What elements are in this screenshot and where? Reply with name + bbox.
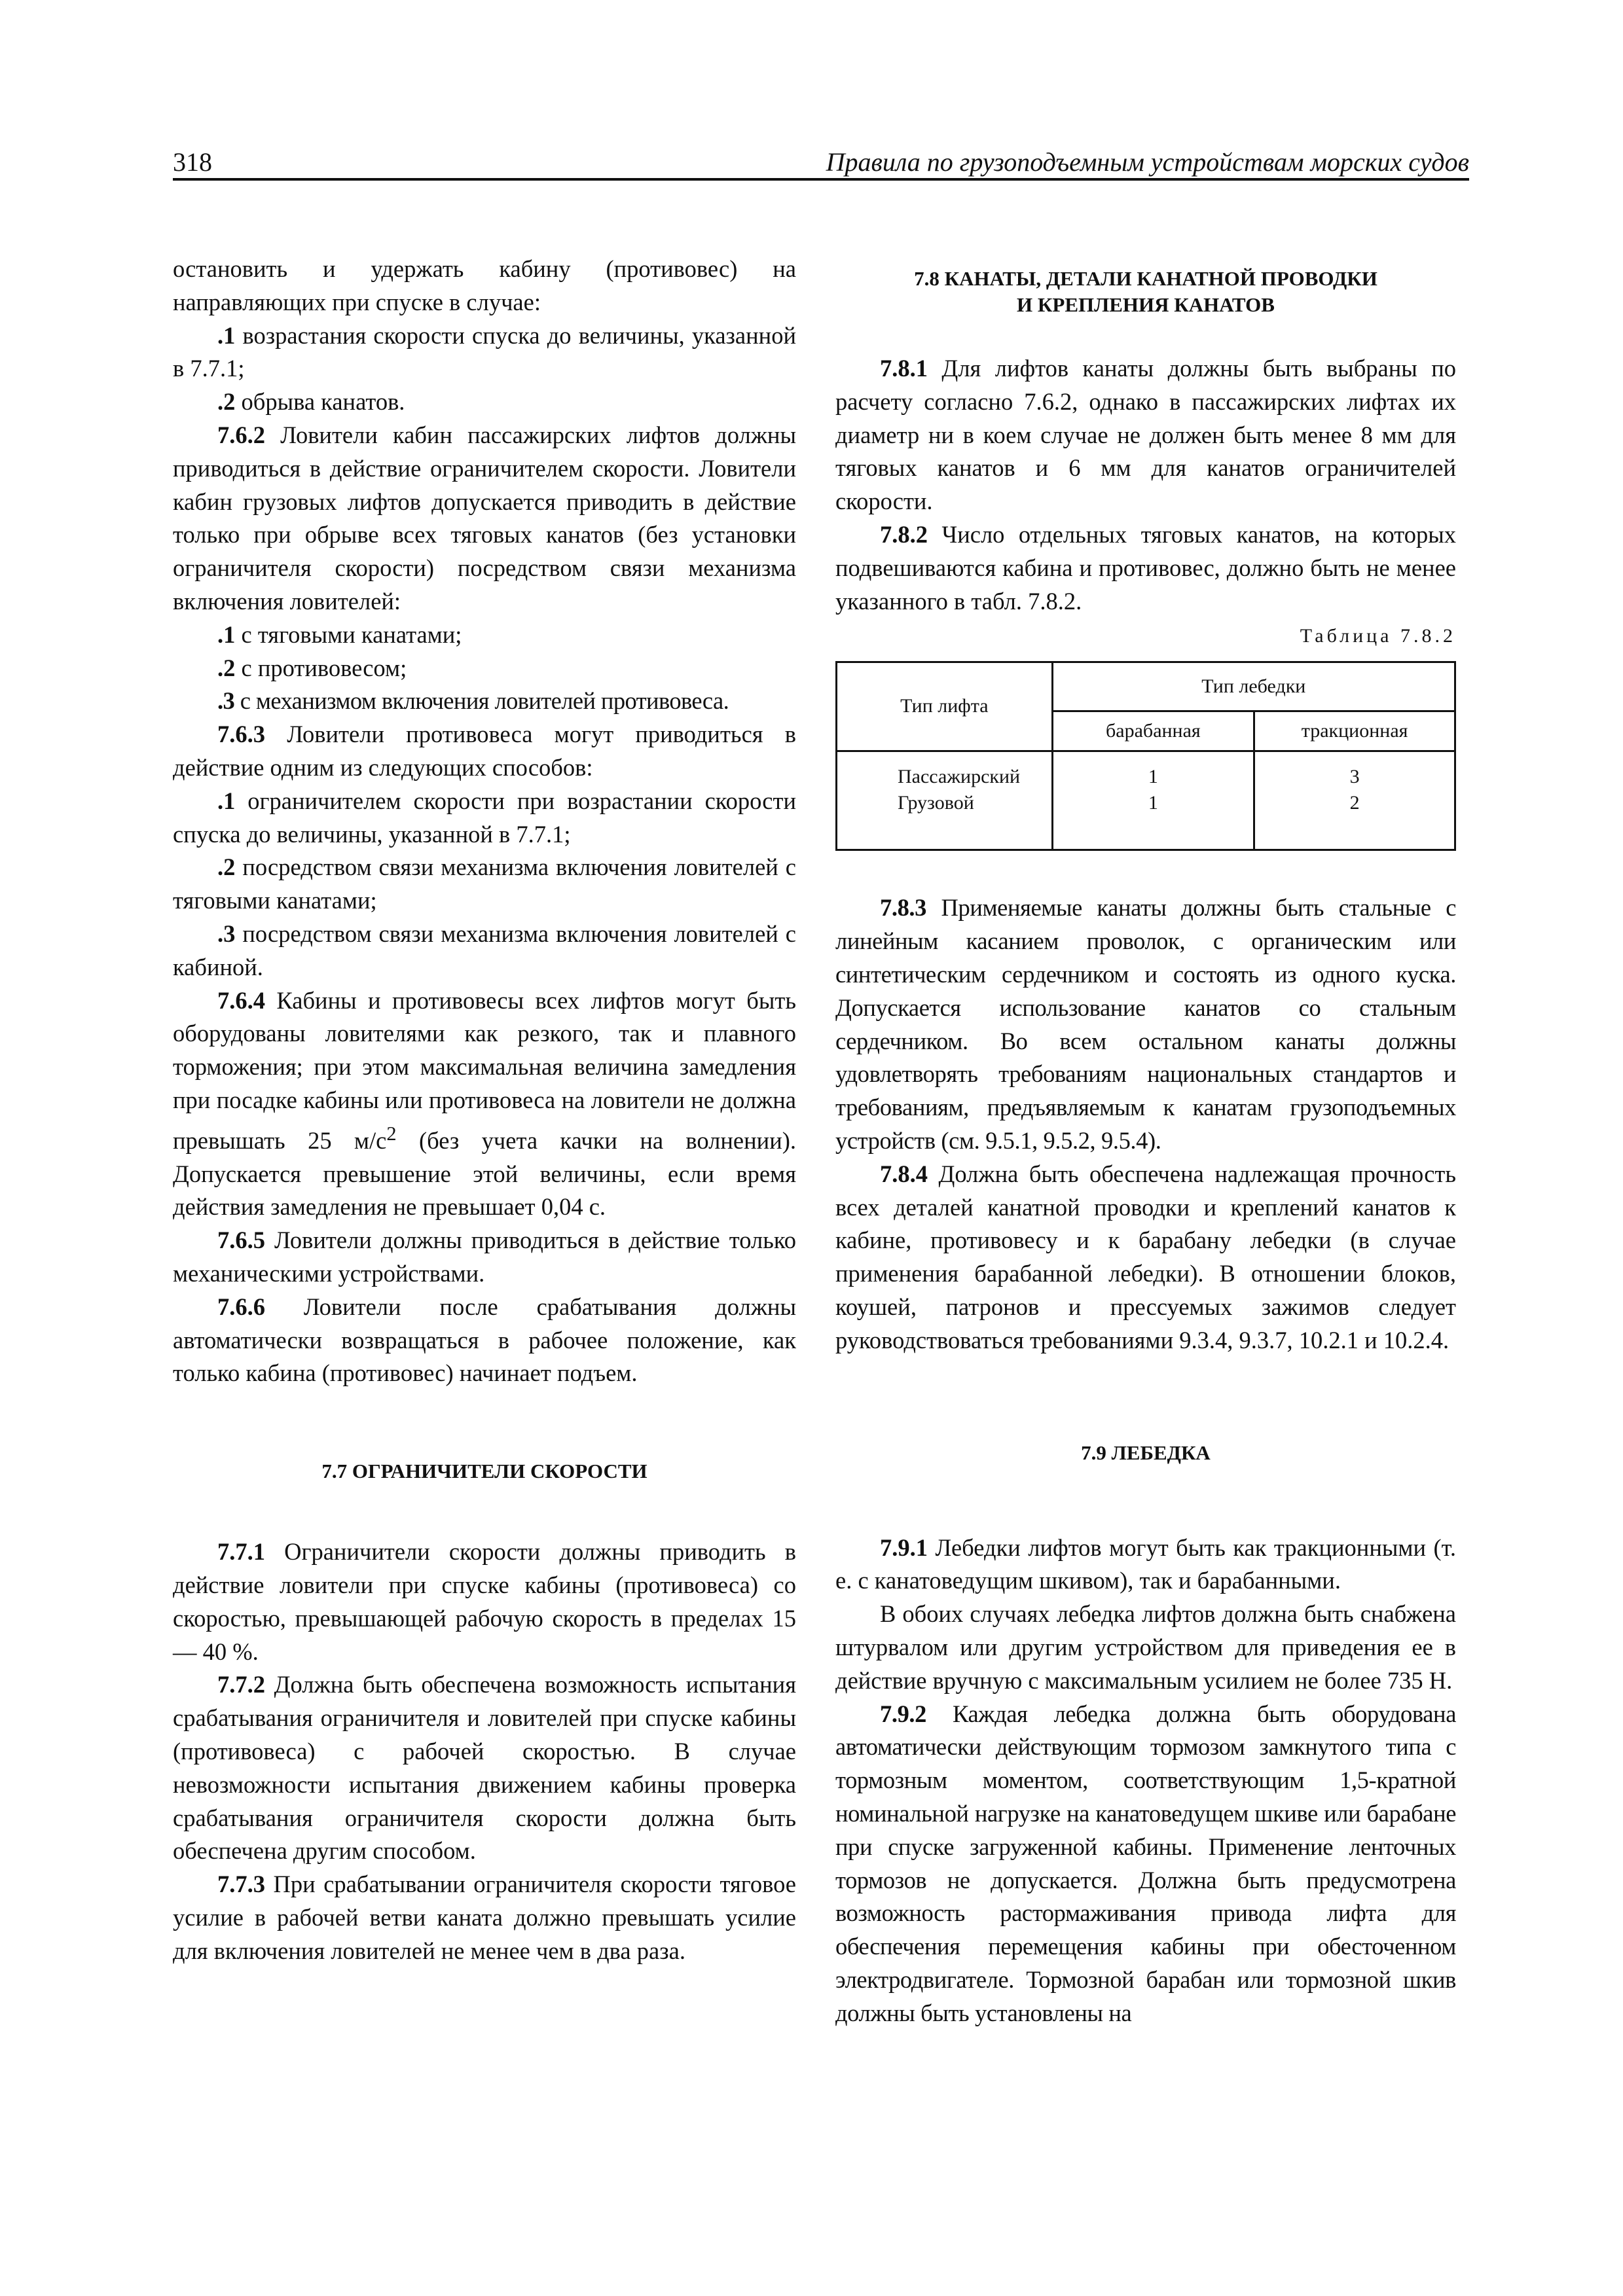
paragraph-7-8-2: 7.8.2 Число отдельных тяговых канатов, на которых подвешиваются кабина и противовес, должно быть не менее указанного в табл. 7.8.2. [835, 520, 1456, 615]
list-item: .1 с тяговыми канатами; [217, 620, 462, 648]
paragraph-7-9-1-b: В обоих случаях лебедка лифтов должна быть снабжена штурвалом или другим устройством для приведения ее в действие вручную с максимальным усилием не более 735 Н. [835, 1600, 1456, 1694]
list-item: .2 обрыва канатов. [217, 388, 405, 416]
row-label-cargo: Грузовой [898, 792, 974, 814]
running-title: Правила по грузоподъемным устройствам морских судов [826, 147, 1469, 177]
cell-passenger-drum: 1 [1148, 766, 1158, 788]
paragraph-7-6-4: 7.6.4 Кабины и противовесы всех лифтов могут быть оборудованы ловителями как резкого, так и плавного торможения; при этом максимальная величина замедления при посадке кабины или противовеса на ловители не должна превышать 25 $м/с^2$ (без учета качки на волнении). Допускается превышение этой величины, если время действия замедления не превышает 0,04 с. [173, 986, 797, 1221]
table-caption: Таблица 7.8.2 [1300, 625, 1456, 647]
left-column [173, 253, 796, 1968]
paragraph-7-8-4: 7.8.4 Должна быть обеспечена надлежащая прочность всех деталей канатной проводки и креплений канатов к кабине, противовесу и к барабану лебедки (в случае применения барабанной лебедки). В отношении блоков, коушей, патронов и прессуемых зажимов следует руководствоваться требованиями 9.3.4, 9.3.7, 10.2.1 и 10.2.4. [835, 1160, 1456, 1354]
section-heading-7-9: 7.9 ЛЕБЕДКА [1081, 1441, 1211, 1464]
cell-cargo-traction: 2 [1349, 792, 1360, 814]
header-drum: барабанная [1052, 711, 1254, 751]
table-cell-lift-types [837, 751, 1053, 850]
cell-cargo-drum: 1 [1148, 792, 1158, 814]
list-item: .3 посредством связи механизма включения ловителей с кабиной. [173, 920, 796, 980]
table-cell-traction-values [1254, 751, 1455, 850]
cell-passenger-traction: 3 [1349, 766, 1360, 788]
paragraph-7-6-3: 7.6.3 Ловители противовеса могут приводиться в действие одним из следующих способов: [173, 721, 796, 781]
paragraph-7-6-5: 7.6.5 Ловители должны приводиться в действие только механическими устройствами. [173, 1227, 796, 1287]
paragraph-7-8-1: 7.8.1 Для лифтов канаты должны быть выбраны по расчету согласно 7.6.2, однако в пассажирских лифтах их диаметр ни в коем случае не должен быть менее 8 мм для тяговых канатов и 6 мм для канатов ограничителей скорости. [835, 355, 1456, 515]
table-7-8-2 [835, 661, 1456, 851]
paragraph-7-7-1: 7.7.1 Ограничители скорости должны приводить в действие ловители при спуске кабины (противовеса) со скоростью, превышающей рабочую скорость в пределах 15 — 40 %. [173, 1538, 796, 1665]
section-heading-7-8: 7.8 КАНАТЫ, ДЕТАЛИ КАНАТНОЙ ПРОВОДКИ И КРЕПЛЕНИЯ КАНАТОВ [914, 267, 1377, 316]
header-rule [173, 178, 1469, 181]
list-item: .2 с противовесом; [217, 654, 407, 681]
superscript: 2 [386, 1122, 397, 1145]
list-item: .1 ограничителем скорости при возрастании скорости спуска до величины, указанной в 7.7.1; [173, 787, 796, 848]
list-item: .1 возрастания скорости спуска до величины, указанной в 7.7.1; [173, 321, 796, 382]
right-column [835, 253, 1456, 2030]
header-lift-type: Тип лифта [837, 662, 1053, 751]
list-item: .3 с механизмом включения ловителей противовеса. [217, 687, 729, 715]
table-cell-drum-values [1052, 751, 1254, 850]
paragraph-intro: остановить и удержать кабину (противовес) на направляющих при спуске в случае: [173, 255, 796, 315]
paragraph-7-7-3: 7.7.3 При срабатывании ограничителя скорости тяговое усилие в рабочей ветви каната должно превышать усилие для включения ловителей не менее чем в два раза. [173, 1871, 796, 1964]
header-winch-type: Тип лебедки [1052, 662, 1455, 711]
paragraph-7-8-3: 7.8.3 Применяемые канаты должны быть стальные с линейным касанием проволок, с органическим или синтетическим сердечником и состоять из одного куска. Допускается использование канатов со стальным сердечником. Во всем остальном канаты должны удовлетворять требованиям национальных стандартов и требованиям, предъявляемым к канатам грузоподъемных устройств (см. 9.5.1, 9.5.2, 9.5.4). [835, 894, 1456, 1154]
paragraph-7-6-2: 7.6.2 Ловители кабин пассажирских лифтов должны приводиться в действие ограничителем скорости. Ловители кабин грузовых лифтов допускается приводить в действие только при обрыве всех тяговых канатов (без установки ограничителя скорости) посредством связи механизма включения ловителей: [173, 421, 796, 615]
paragraph-7-6-6: 7.6.6 Ловители после срабатывания должны автоматически возвращаться в рабочее положение, как только кабина (противовес) начинает подъем. [173, 1293, 796, 1387]
row-label-passenger: Пассажирский [898, 766, 1021, 788]
header-traction: тракционная [1254, 711, 1455, 751]
section-heading-7-7: 7.7 ОГРАНИЧИТЕЛИ СКОРОСТИ [321, 1460, 647, 1483]
paragraph-7-9-2: 7.9.2 Каждая лебедка должна быть оборудована автоматически действующим тормозом замкнутого типа с тормозным моментом, соответствующим 1,5-кратной номинальной нагрузке на канатоведущем шкиве или барабане при спуске загруженной кабины. Применение ленточных тормозов не допускается. Должна быть предусмотрена возможность растормаживания привода лифта для обеспечения перемещения кабины при обесточенном электродвигателе. Тормозной барабан или тормозной шкив должны быть установлены на [835, 1700, 1456, 2026]
paragraph-7-7-2: 7.7.2 Должна быть обеспечена возможность испытания срабатывания ограничителя и ловителей при спуске кабины (противовеса) с рабочей скоростью. В случае невозможности испытания движением кабины проверка срабатывания ограничителя скорости должна быть обеспечена другим способом. [173, 1671, 796, 1865]
page-number: 318 [173, 147, 212, 177]
list-item: .2 посредством связи механизма включения ловителей с тяговыми канатами; [173, 853, 796, 914]
paragraph-7-9-1: 7.9.1 Лебедки лифтов могут быть как тракционными (т. е. с канатоведущим шкивом), так и барабанными. [835, 1534, 1456, 1594]
